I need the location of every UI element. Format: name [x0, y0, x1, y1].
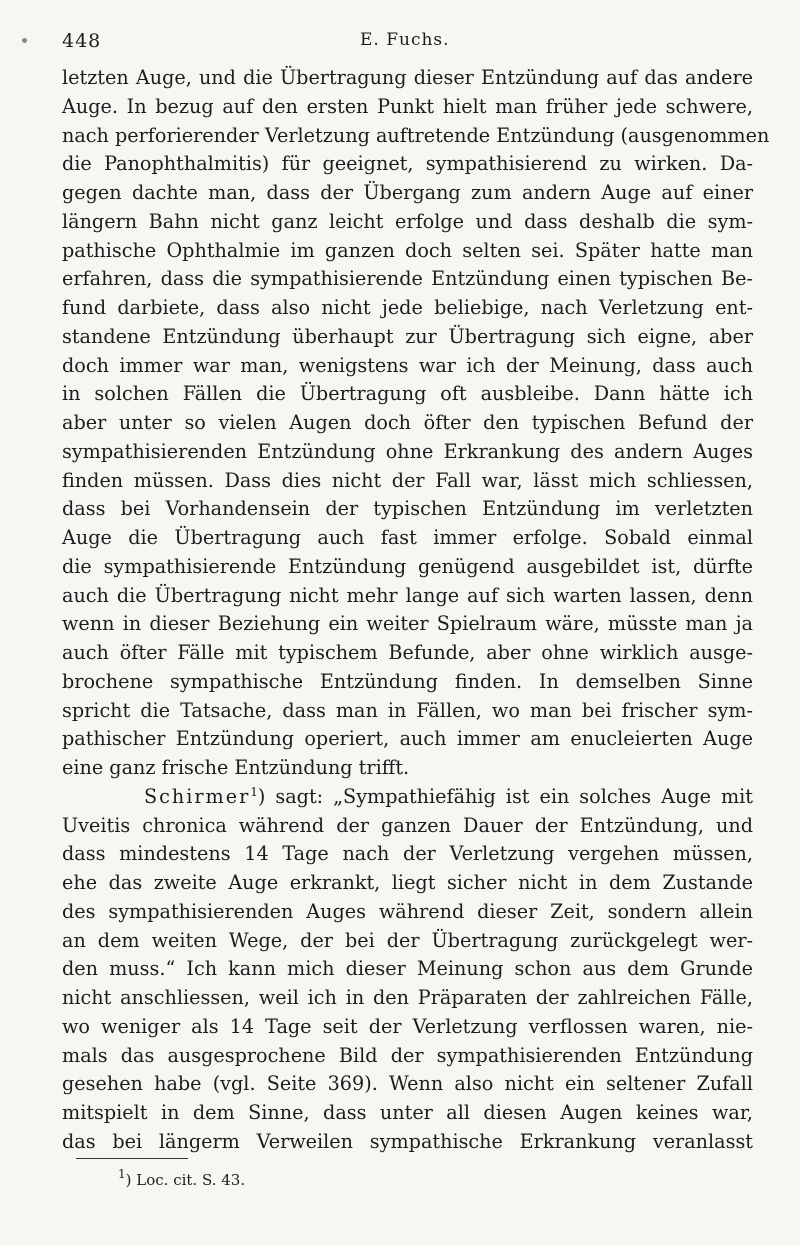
text-line: längern Bahn nicht ganz leicht erfolge und dass deshalb die sym-: [62, 209, 753, 233]
page-number: 448: [62, 30, 102, 52]
footnote-rule: [76, 1158, 188, 1159]
text-line: nach perforierender Verletzung auftretende Entzündung (ausgenommen: [62, 123, 770, 147]
line-text: ) sagt: „Sympathiefähig ist ein solches Auge mit: [257, 784, 753, 808]
text-line: pathischer Entzündung operiert, auch immer am enucleierten Auge: [62, 727, 753, 751]
text-line: brochene sympathische Entzündung finden. In demselben Sinne: [62, 669, 753, 693]
text-line: pathische Ophthalmie im ganzen doch selten sei. Später hatte man: [62, 238, 753, 262]
text-line: Uveitis chronica während der ganzen Dauer der Entzündung, und: [62, 813, 753, 837]
author-name: Schirmer: [144, 784, 251, 808]
text-line: wo weniger als 14 Tage seit der Verletzung verflossen waren, nie-: [62, 1014, 753, 1038]
paragraph-2-lines: [62, 812, 753, 1157]
paragraph-1: [62, 64, 770, 783]
text-line: gesehen habe (vgl. Seite 369). Wenn also nicht ein seltener Zufall: [62, 1072, 753, 1096]
text-line: in solchen Fällen die Übertragung oft ausbleibe. Dann hätte ich: [62, 382, 753, 406]
footnote-text: ) Loc. cit. S. 43.: [125, 1171, 246, 1189]
text-line: standene Entzündung überhaupt zur Übertragung sich eigne, aber: [62, 324, 753, 348]
text-line: auch die Übertragung nicht mehr lange auf sich warten lassen, denn: [62, 583, 753, 607]
text-line: mals das ausgesprochene Bild der sympathisierenden Entzündung: [62, 1043, 753, 1067]
text-line: gegen dachte man, dass der Übergang zum andern Auge auf einer: [62, 181, 753, 204]
running-head: E. Fuchs.: [360, 30, 450, 50]
text-line: die sympathisierende Entzündung genügend ausgebildet ist, dürfte: [62, 554, 753, 578]
text-line: die Panophthalmitis) für geeignet, sympathisierend zu wirken. Da-: [62, 152, 753, 176]
text-line: das bei längerm Verweilen sympathische Erkrankung veranlasst: [62, 1129, 753, 1153]
text-line: den muss.“ Ich kann mich dieser Meinung schon aus dem Grunde: [62, 957, 753, 981]
footnote-reference: 1: [250, 784, 258, 799]
text-line: wenn in dieser Beziehung ein weiter Spielraum wäre, müsste man ja: [62, 612, 753, 636]
text-line: spricht die Tatsache, dass man in Fällen, wo man bei frischer sym-: [62, 698, 753, 722]
text-line: mitspielt in dem Sinne, dass unter all diesen Augen keines war,: [62, 1101, 753, 1124]
text-line: [62, 783, 753, 812]
text-line: ehe das zweite Auge erkrankt, liegt sicher nicht in dem Zustande: [62, 871, 753, 894]
text-line: an dem weiten Wege, der bei der Übertragung zurückgelegt wer-: [62, 928, 753, 952]
paragraph-2: [62, 783, 753, 1157]
text-line: Auge. In bezug auf den ersten Punkt hielt man früher jede schwere,: [62, 94, 753, 118]
text-line: sympathisierenden Entzündung ohne Erkrankung des andern Auges: [62, 439, 753, 463]
text-line: letzten Auge, und die Übertragung dieser Entzündung auf das andere: [62, 66, 753, 89]
margin-speck: [22, 38, 27, 43]
text-line: Auge die Übertragung auch fast immer erfolge. Sobald einmal: [62, 526, 753, 549]
text-line: nicht anschliessen, weil ich in den Präparaten der zahlreichen Fälle,: [62, 986, 753, 1009]
text-line: doch immer war man, wenigstens war ich der Meinung, dass auch: [62, 353, 753, 377]
page-header: [62, 28, 752, 58]
text-line: dass bei Vorhandensein der typischen Entzündung im verletzten: [62, 497, 753, 521]
text-line: auch öfter Fälle mit typischem Befunde, aber ohne wirklich ausge-: [62, 641, 753, 664]
text-line: fund darbiete, dass also nicht jede beliebige, nach Verletzung ent-: [62, 296, 753, 319]
text-line: des sympathisierenden Auges während dieser Zeit, sondern allein: [62, 899, 753, 923]
text-line: erfahren, dass die sympathisierende Entzündung einen typischen Be-: [62, 267, 753, 291]
text-line: dass mindestens 14 Tage nach der Verletzung vergehen müssen,: [62, 842, 753, 866]
footnote: [118, 1167, 246, 1189]
text-line: aber unter so vielen Augen doch öfter den typischen Befund der: [62, 411, 753, 434]
text-line: eine ganz frische Entzündung trifft.: [62, 756, 410, 779]
body-text: [62, 64, 770, 1157]
footnote-marker: 1: [118, 1167, 126, 1181]
text-line: finden müssen. Dass dies nicht der Fall war, lässt mich schliessen,: [62, 468, 753, 492]
